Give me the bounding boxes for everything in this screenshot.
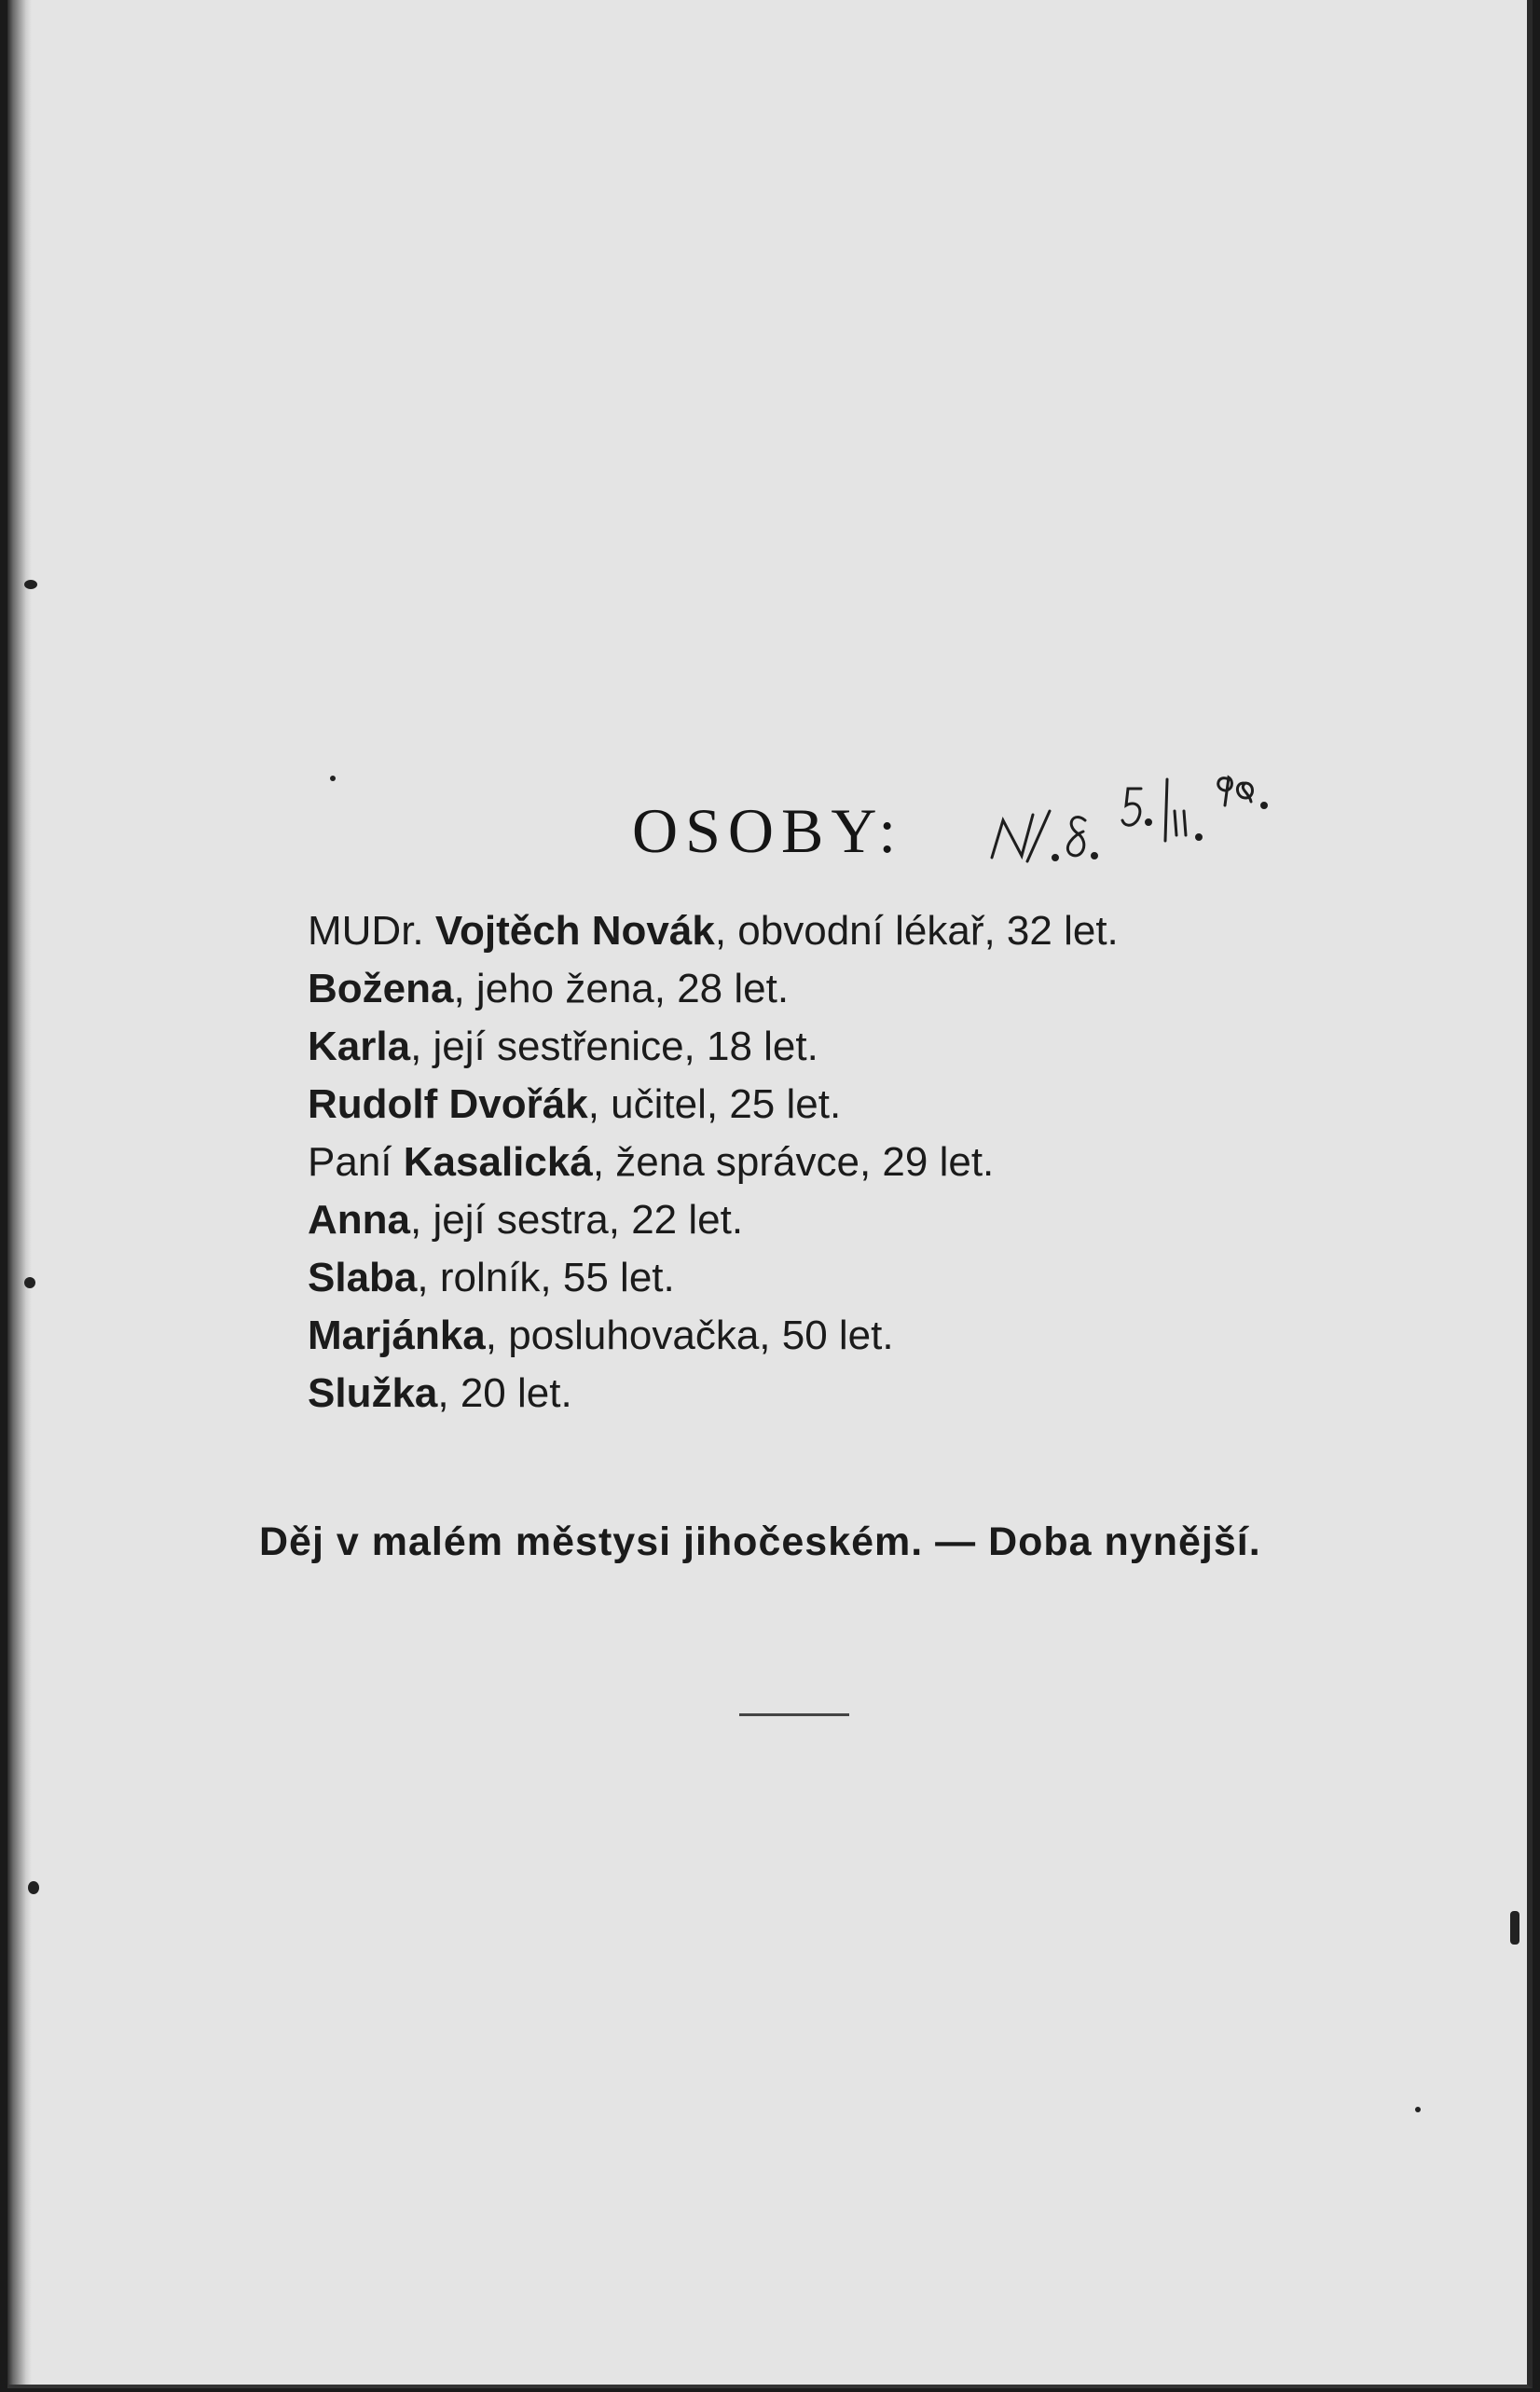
cast-item xyxy=(308,1076,1119,1134)
cast-name: Anna xyxy=(308,1197,410,1243)
cast-description: , učitel, 25 let. xyxy=(587,1081,842,1127)
heading-row xyxy=(623,746,1368,876)
cast-description: , její sestřenice, 18 let. xyxy=(410,1024,818,1069)
cast-name: Božena xyxy=(308,966,454,1011)
cast-item xyxy=(308,960,1119,1018)
cast-item xyxy=(308,1365,1119,1423)
cast-name: Slaba xyxy=(308,1255,418,1300)
page-title: OSOBY: xyxy=(632,795,904,866)
cast-name: Kasalická xyxy=(403,1139,593,1185)
cast-description: , žena správce, 29 let. xyxy=(592,1139,995,1185)
cast-name: Rudolf Dvořák xyxy=(308,1081,588,1127)
cast-list xyxy=(308,902,1119,1423)
cast-description: , obvodní lékař, 32 let. xyxy=(714,908,1119,954)
cast-item xyxy=(308,1307,1119,1365)
ink-speck xyxy=(330,776,336,781)
cast-description: , její sestra, 22 let. xyxy=(410,1197,744,1243)
divider-rule xyxy=(739,1713,849,1716)
cast-prefix: Paní xyxy=(308,1139,404,1185)
handwritten-note xyxy=(984,746,1367,876)
ink-speck xyxy=(1510,1911,1519,1945)
cast-item xyxy=(308,1134,1119,1191)
cast-description: , 20 let. xyxy=(437,1370,572,1416)
ink-speck xyxy=(24,1277,35,1288)
cast-prefix: MUDr. xyxy=(308,908,435,954)
ink-speck xyxy=(28,1881,39,1894)
book-page xyxy=(7,0,1533,2388)
cast-name: Služka xyxy=(308,1370,438,1416)
setting-line: Děj v malém městysi jihočeském. — Doba nynější. xyxy=(259,1519,1261,1564)
cast-item xyxy=(308,1191,1119,1249)
page-spine-edge xyxy=(7,0,32,2385)
cast-description: , rolník, 55 let. xyxy=(417,1255,675,1300)
cast-name: Vojtěch Novák xyxy=(434,908,715,954)
cast-item xyxy=(308,1018,1119,1076)
cast-description: , jeho žena, 28 let. xyxy=(453,966,790,1011)
cast-name: Karla xyxy=(308,1024,411,1069)
ink-speck xyxy=(24,580,37,589)
cast-item xyxy=(308,1249,1119,1307)
cast-name: Marjánka xyxy=(308,1313,486,1358)
cast-description: , posluhovačka, 50 let. xyxy=(485,1313,894,1358)
ink-speck xyxy=(1415,2107,1421,2112)
cast-item xyxy=(308,902,1119,960)
